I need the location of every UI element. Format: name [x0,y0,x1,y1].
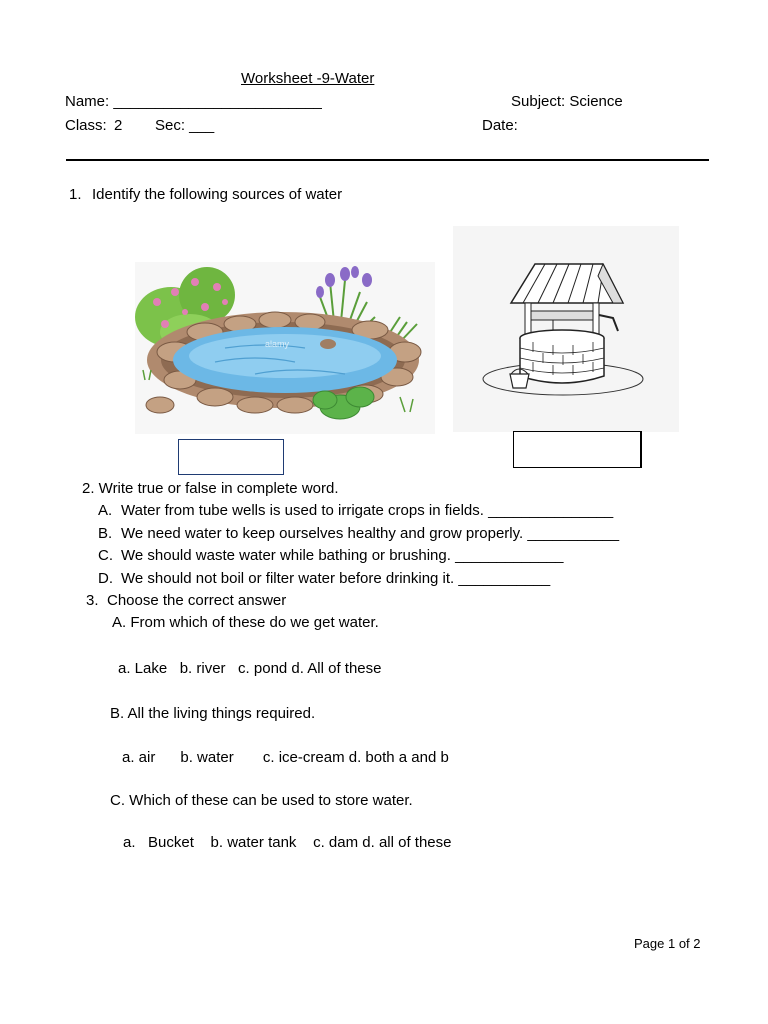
q3-question-c: C. Which of these can be used to store water. [110,792,413,809]
name-field-line: Name: _________________________ [65,93,322,110]
q1-number: 1. [69,186,82,203]
well-illustration [453,226,679,432]
class-label: Class: [65,117,107,134]
well-answer-box[interactable] [513,431,642,468]
subject-label: Subject: Science [511,93,623,110]
q3-heading: Choose the correct answer [107,592,287,609]
q1-text: Identify the following sources of water [92,186,343,203]
q2-item-a-letter: A. [98,502,113,519]
q2-item-a: Water from tube wells is used to irrigate crops in fields. _______________ [121,502,614,519]
q2-item-d: We should not boil or filter water before drinking it. ___________ [121,570,551,587]
worksheet-title: Worksheet -9-Water [241,70,375,87]
q3-question-b: B. All the living things required. [110,705,316,722]
q2-heading: 2. Write true or false in complete word. [82,480,339,497]
q2-item-b: We need water to keep ourselves healthy and grow properly. ___________ [121,525,620,542]
date-label: Date: [482,117,518,134]
q2-item-c-letter: C. [98,547,113,564]
q3-options-b: a. air b. water c. ice-cream d. both a and b [122,749,449,766]
q3-options-a: a. Lake b. river c. pond d. All of these [118,660,382,677]
section-field-line: Sec: ___ [155,117,215,134]
pond-answer-box[interactable] [178,439,284,475]
q3-number: 3. [86,592,99,609]
class-value: 2 [114,117,123,134]
pond-illustration [135,262,435,434]
page-number: Page 1 of 2 [634,936,701,951]
q3-options-c: a. Bucket b. water tank c. dam d. all of these [123,834,452,851]
q2-item-d-letter: D. [98,570,113,587]
q2-item-b-letter: B. [98,525,113,542]
q3-question-a: A. From which of these do we get water. [112,614,379,631]
header-divider [66,159,709,161]
q2-item-c: We should waste water while bathing or brushing. _____________ [121,547,564,564]
alamy-watermark: alamy [265,339,290,349]
